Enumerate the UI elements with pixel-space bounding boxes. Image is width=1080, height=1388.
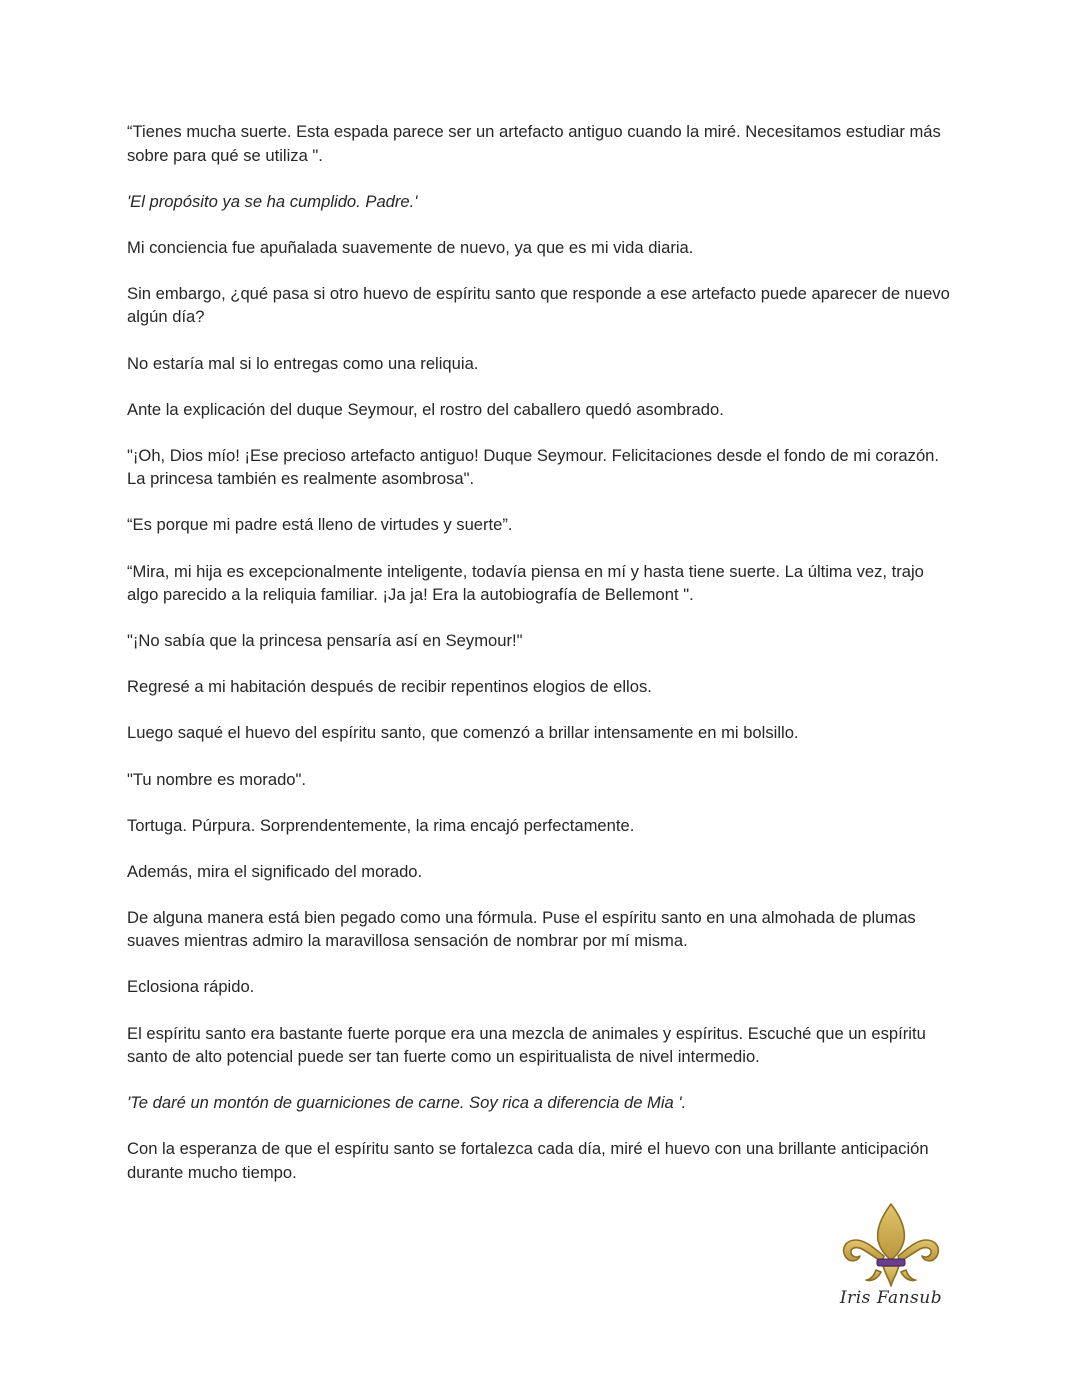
paragraph-6: Ante la explicación del duque Seymour, el rostro del caballero quedó asombrado.	[127, 399, 724, 419]
paragraph-4: Sin embargo, ¿qué pasa si otro huevo de espíritu santo que responde a ese artefacto puede aparecer de nuevo algún día?	[127, 283, 950, 327]
paragraph-17: Eclosiona rápido.	[127, 977, 255, 997]
paragraph-9: “Mira, mi hija es excepcionalmente inteligente, todavía piensa en mí y hasta tiene suerte. La última vez, trajo algo parecido a la reliquia familiar. ¡Ja ja! Era la autobiografía de Bellemont ".	[127, 561, 924, 605]
paragraph-10: "¡No sabía que la princesa pensaría así en Seymour!"	[127, 631, 523, 651]
paragraph-20: Con la esperanza de que el espíritu santo se fortalezca cada día, miré el huevo con una brillante anticipación durante mucho tiempo.	[127, 1139, 929, 1182]
paragraph-5: No estaría mal si lo entregas como una reliquia.	[127, 353, 479, 373]
watermark-text: Iris Fansub	[839, 1288, 943, 1308]
paragraph-1: “Tienes mucha suerte. Esta espada parece ser un artefacto antiguo cuando la miré. Necesitamos estudiar más sobre para qué se utiliza ".	[127, 122, 941, 165]
paragraph-18: El espíritu santo era bastante fuerte porque era una mezcla de animales y espíritus. Escuché que un espíritu santo de alto potencial puede ser tan fuerte como un espiritualista de nivel intermedio.	[127, 1023, 926, 1067]
paragraph-12: Luego saqué el huevo del espíritu santo, que comenzó a brillar intensamente en mi bolsillo.	[127, 723, 799, 743]
paragraph-3: Mi conciencia fue apuñalada suavemente de nuevo, ya que es mi vida diaria.	[127, 237, 694, 257]
paragraph-16: De alguna manera está bien pegado como una fórmula. Puse el espíritu santo en una almohada de plumas suaves mientras admiro la maravillosa sensación de nombrar por mí misma.	[127, 907, 916, 951]
paragraph-14: Tortuga. Púrpura. Sorprendentemente, la rima encajó perfectamente.	[127, 815, 635, 835]
watermark-logo	[836, 1200, 946, 1312]
paragraph-11: Regresé a mi habitación después de recibir repentinos elogios de ellos.	[127, 677, 652, 697]
paragraph-15: Además, mira el significado del morado.	[127, 861, 423, 881]
paragraph-2: 'El propósito ya se ha cumplido. Padre.'	[127, 191, 418, 211]
fleur-de-lis-icon	[836, 1200, 946, 1290]
paragraph-8: “Es porque mi padre está lleno de virtudes y suerte”.	[127, 515, 513, 535]
document-page	[127, 120, 957, 1207]
paragraph-13: "Tu nombre es morado".	[127, 769, 307, 789]
paragraph-19: 'Te daré un montón de guarniciones de carne. Soy rica a diferencia de Mia '.	[127, 1093, 687, 1113]
paragraph-7: "¡Oh, Dios mío! ¡Ese precioso artefacto antiguo! Duque Seymour. Felicitaciones desde el fondo de mi corazón. La princesa también es realmente asombrosa".	[127, 445, 940, 489]
